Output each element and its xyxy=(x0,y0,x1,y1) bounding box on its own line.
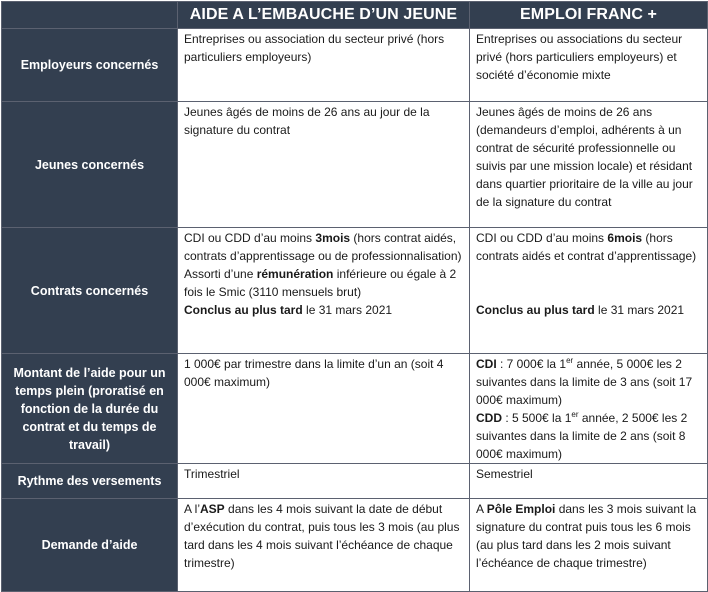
header-aide-embauche: AIDE A L’EMBAUCHE D’UN JEUNE xyxy=(178,2,470,29)
cell-franc-montant xyxy=(470,354,708,464)
row-rythme xyxy=(2,464,708,499)
franc-montant-cdd: CDD : 5 500€ la 1er année, 2 500€ les 2 suivantes dans la limite de 2 ans (soit 8 000€ maximum) xyxy=(476,410,688,461)
row-label-jeunes: Jeunes concernés xyxy=(2,102,178,228)
cell-aide-demande xyxy=(178,499,470,592)
cell-aide-montant: 1 000€ par trimestre dans la limite d’un an (soit 4 000€ maximum) xyxy=(178,354,470,464)
cell-aide-employeurs: Entreprises ou association du secteur privé (hors particuliers employeurs) xyxy=(178,29,470,102)
cell-aide-jeunes: Jeunes âgés de moins de 26 ans au jour de la signature du contrat xyxy=(178,102,470,228)
row-jeunes xyxy=(2,102,708,228)
cell-franc-demande xyxy=(470,499,708,592)
header-corner xyxy=(2,2,178,29)
row-label-employeurs: Employeurs concernés xyxy=(2,29,178,102)
franc-contrats-deadline: Conclus au plus tard le 31 mars 2021 xyxy=(476,303,685,317)
franc-demande-text: A Pôle Emploi dans les 3 mois suivant la signature du contrat puis tous les 6 mois (au plus tard dans les 2 mois suivant l’échéance de chaque trimestre) xyxy=(476,502,697,570)
header-emploi-franc: EMPLOI FRANC + xyxy=(470,2,708,29)
cell-aide-rythme: Trimestriel xyxy=(178,464,470,499)
row-montant xyxy=(2,354,708,464)
row-contrats xyxy=(2,228,708,354)
franc-contrats-text: CDI ou CDD d’au moins 6mois (hors contrats aidés et contrat d’apprentissage) xyxy=(476,231,697,263)
cell-franc-contrats xyxy=(470,228,708,354)
row-label-montant: Montant de l’aide pour un temps plein (proratisé en fonction de la durée du contrat et du temps de travail) xyxy=(2,354,178,464)
franc-montant-cdi: CDI : 7 000€ la 1er année, 5 000€ les 2 suivantes dans la limite de 3 ans (soit 17 000€ maximum) xyxy=(476,356,693,407)
row-label-contrats: Contrats concernés xyxy=(2,228,178,354)
row-employeurs xyxy=(2,29,708,102)
row-demande xyxy=(2,499,708,592)
row-label-demande: Demande d’aide xyxy=(2,499,178,592)
cell-franc-rythme: Semestriel xyxy=(470,464,708,499)
row-label-rythme: Rythme des versements xyxy=(2,464,178,499)
cell-aide-contrats xyxy=(178,228,470,354)
aide-contrats-deadline: Conclus au plus tard le 31 mars 2021 xyxy=(184,303,393,317)
aide-demande-text: A l’ASP dans les 4 mois suivant la date de début d’exécution du contrat, puis tous les 3 mois (au plus tard dans les 4 mois suivant l’échéance de chaque trimestre) xyxy=(184,502,460,570)
header-row xyxy=(2,2,708,29)
cell-franc-jeunes: Jeunes âgés de moins de 26 ans (demandeurs d’emploi, adhérents à un contrat de sécurité professionnelle ou suivis par une mission locale) et résidant dans quartier prioritaire de la ville au jour de la signature du contrat xyxy=(470,102,708,228)
comparison-table xyxy=(1,1,708,592)
aide-contrats-text: CDI ou CDD d’au moins 3mois (hors contrat aidés, contrats d’apprentissage ou de professionnalisation) Assorti d’une rémunération inférieure ou égale à 2 fois le Smic (3110 mensuels brut) xyxy=(184,231,462,299)
cell-franc-employeurs: Entreprises ou associations du secteur privé (hors particuliers employeurs) et société d’économie mixte xyxy=(470,29,708,102)
